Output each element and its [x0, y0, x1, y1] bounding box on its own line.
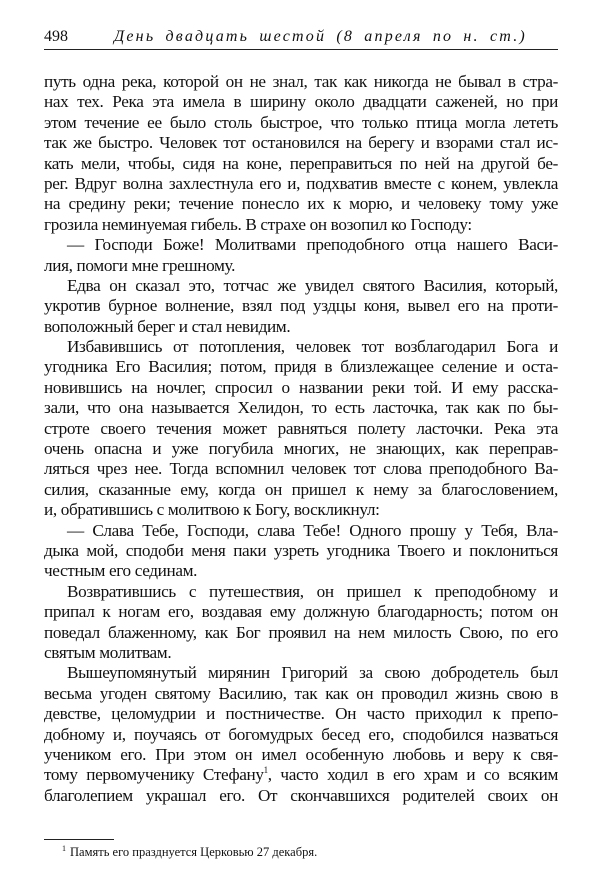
paragraph: [44, 582, 558, 664]
footnote-divider: [44, 839, 114, 840]
text-line: учеником его. При этом он имел особенную любовь и веру к свя-: [44, 744, 558, 764]
text-line: лия, помоги мне грешному.: [44, 255, 236, 275]
text-line: этом течение ее было столь быстрое, что только птица могла лететь: [44, 112, 558, 132]
paragraph: [44, 521, 558, 582]
text-line: и, обратившись с молитвою к Богу, воскликнул:: [44, 500, 380, 520]
text-line: — Господи Боже! Молитвами преподобного отца нашего Васи-: [67, 235, 558, 255]
text-line: зали, что она называется Хелидон, то есть ласточка, так как по бы-: [44, 398, 558, 418]
text-line: укротив бурное волнение, взял под уздцы коня, вывел его на проти-: [44, 296, 558, 316]
paragraph: [44, 337, 558, 521]
footnote: [62, 845, 317, 860]
text-line: путь одна река, которой он не знал, так как никогда не бывал в стра-: [44, 72, 558, 91]
text-line: угодника Его Василия; потом, придя в близлежащее селение и оста-: [44, 357, 558, 377]
text-line: кать мели, чтобы, сидя на коне, переправиться по ней на другой бе-: [44, 153, 558, 173]
text-line: строте своего течения может равняться полету ласточки. Река эта: [44, 418, 558, 438]
paragraph: [44, 72, 558, 235]
text-line: на средину реки; течение понесло их к морю, и человеку тому уже: [44, 194, 558, 214]
text-line: святым молитвам.: [44, 642, 172, 662]
text-line: силия, сказанные ему, когда он пришел к нему за благословением,: [44, 479, 558, 499]
text-line: очень опасна и уже погубила многих, не знающих, как переправ-: [44, 439, 558, 459]
text-line: тому первомученику Стефану$^1$, часто ходил в его храм и со всяким: [44, 765, 558, 785]
text-line: честным его сединам.: [44, 561, 198, 581]
text-line: благолепием украшал его. От скончавшихся родителей своих он: [44, 785, 558, 805]
paragraph: [44, 276, 558, 337]
text-line: Вышеупомянутый мирянин Григорий за свою добродетель был: [67, 663, 558, 683]
text-line: новившись на ночлег, спросил о названии реки той. И ему расска-: [44, 377, 558, 397]
text-line: — Слава Тебе, Господи, слава Тебе! Одного прошу у Тебя, Вла-: [67, 520, 558, 540]
text-line: ляться чрез нее. Тогда вспомнил человек тот слова преподобного Ва-: [44, 459, 558, 479]
paragraph: [44, 663, 558, 806]
text-line: рег. Вдруг волна захлестнула его и, подхватив вместе с конем, увлекла: [44, 173, 558, 193]
text-line: поведал блаженному, как Бог проявил на нем милость Свою, по его: [44, 622, 558, 642]
text-line: девстве, целомудрии и постничестве. Он часто приходил к препо-: [44, 704, 558, 724]
page-number: 498: [44, 28, 68, 45]
footnote-ref: 1: [263, 765, 268, 776]
running-header: [44, 28, 558, 50]
text-line: весьма угоден святому Василию, так как он проводил жизнь свою в: [44, 683, 558, 703]
text-line: дыка мой, сподоби меня паки узреть угодника Твоего и поклониться: [44, 540, 558, 560]
text-line: припал к ногам его, воздавая ему должную благодарность; потом он: [44, 602, 558, 622]
footnote-text: Память его празднуется Церковью 27 декабря.: [70, 845, 318, 859]
text-line: Избавившись от потопления, человек тот возблагодарил Бога и: [67, 337, 558, 357]
text-line: воположный берег и стал невидим.: [44, 316, 291, 336]
footnote-marker: 1: [62, 844, 66, 853]
running-title: День двадцать шестой (8 апреля по н. ст.): [114, 28, 527, 45]
text-line: добному и, поучаясь от богомудрых бесед его, сподобился назваться: [44, 724, 558, 744]
text-line: так же быстро. Человек тот остановился на берегу и взорами стал ис-: [44, 133, 558, 153]
text-line: нах тех. Река эта имела в ширину около двадцати саженей, но при: [44, 92, 558, 112]
paragraph: [44, 235, 558, 276]
body-text: [44, 72, 558, 806]
text-line: Едва он сказал это, тотчас же увидел святого Василия, который,: [67, 275, 558, 295]
text-line: грозила неминуемая гибель. В страхе он возопил ко Господу:: [44, 214, 472, 234]
text-line: Возвратившись с путешествия, он пришел к преподобному и: [67, 581, 558, 601]
